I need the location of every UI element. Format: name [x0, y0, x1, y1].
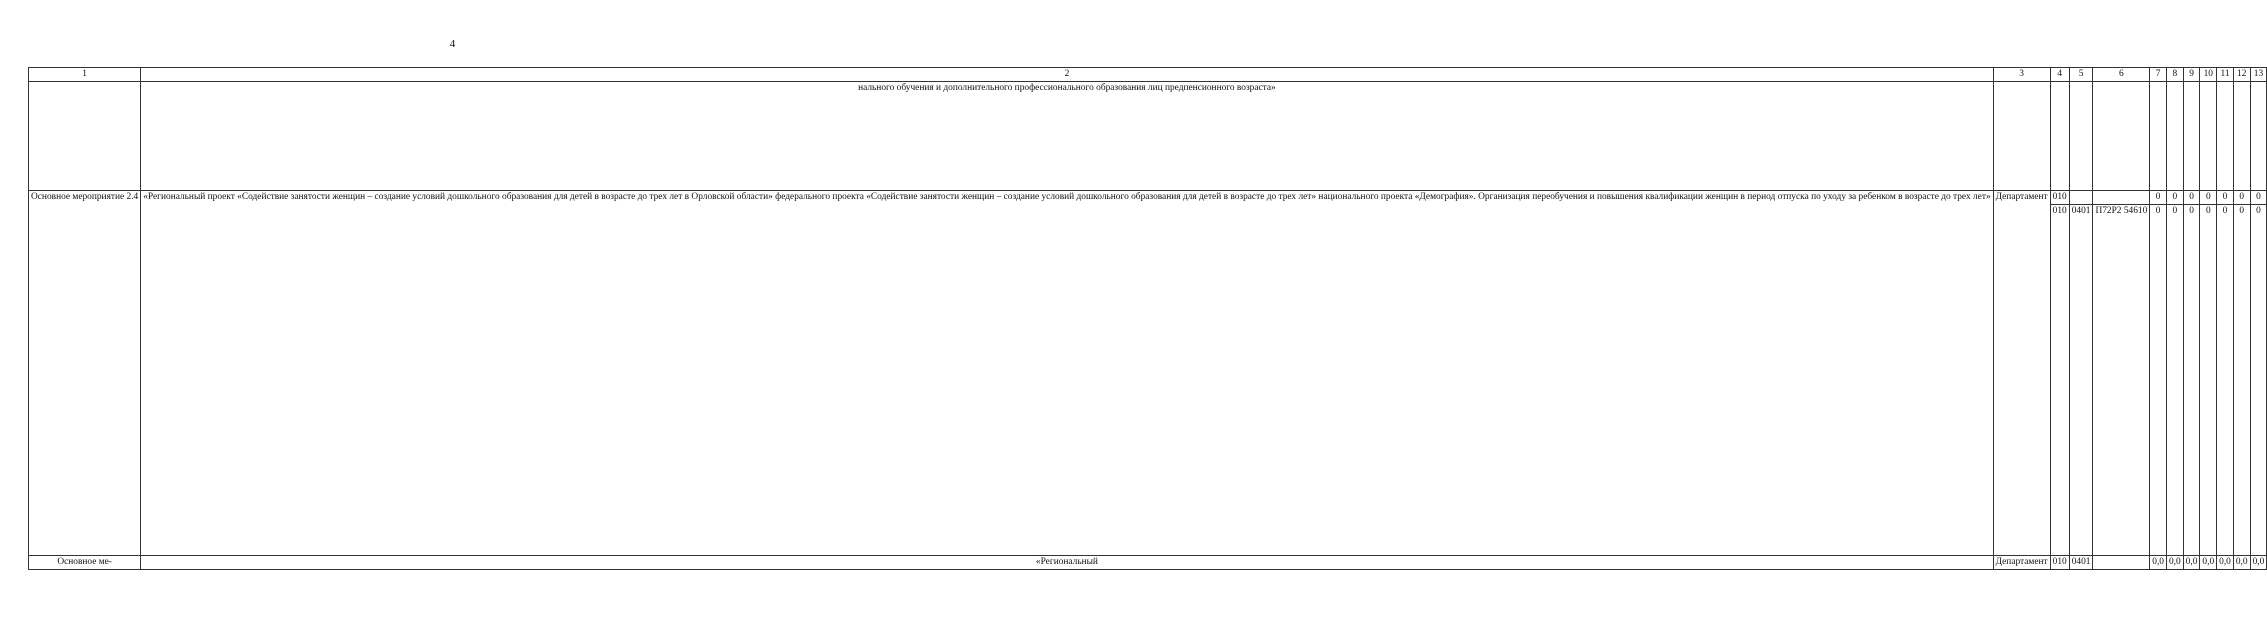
value-cell: 0	[2250, 191, 2267, 205]
value-cell: 0,0	[2250, 556, 2267, 570]
budget-table	[28, 67, 2267, 570]
column-header: 8	[2166, 68, 2183, 82]
value-cell: 0	[2233, 191, 2250, 205]
event-name-cell: «Региональный проект «Содействие занятости женщин – создание условий дошкольного образования для детей в возрасте до трех лет в Орловской области» федерального проекта «Содействие занятости женщин – создание условий дошкольного образования для детей в возрасте до трех лет» национального проекта «Демография». Организация переобучения и повышения квалификации женщин в период отпуска по уходу за ребенком в возрасте до трех лет»	[141, 191, 1993, 556]
value-cell: 0,0	[2183, 556, 2200, 570]
value-cell: 0	[2200, 205, 2217, 556]
value-cell: 0	[2200, 191, 2217, 205]
column-header-row	[29, 68, 2267, 82]
column-header: 5	[2069, 68, 2093, 82]
section-code-cell: 0401	[2069, 205, 2093, 556]
page-number: 4	[449, 38, 456, 50]
value-cell: 0	[2183, 205, 2200, 556]
column-header: 10	[2200, 68, 2217, 82]
value-cell: 0	[2150, 205, 2167, 556]
grbs-code-cell: 010	[2050, 205, 2069, 556]
column-header: 1	[29, 68, 141, 82]
table-row	[29, 556, 2267, 570]
event-number-cell: Основное ме-	[29, 556, 141, 570]
value-cell: 0	[2183, 191, 2200, 205]
value-cell: 0	[2250, 205, 2267, 556]
value-cell: 0	[2166, 205, 2183, 556]
target-code-cell: П72Р2 54610	[2093, 205, 2150, 556]
value-cell: 0,0	[2150, 556, 2167, 570]
column-header: 3	[1993, 68, 2050, 82]
value-cell: 0	[2166, 191, 2183, 205]
executor-cell: Департамент	[1993, 556, 2050, 570]
value-cell: 0,0	[2217, 556, 2234, 570]
column-header: 12	[2233, 68, 2250, 82]
value-cell: 0,0	[2200, 556, 2217, 570]
column-header: 4	[2050, 68, 2069, 82]
grbs-code-cell: 010	[2050, 191, 2069, 205]
event-number-cell: Основное мероприятие 2.4	[29, 191, 141, 556]
executor-cell: Департамент	[1993, 191, 2050, 556]
value-cell: 0,0	[2233, 556, 2250, 570]
value-cell: 0	[2217, 205, 2234, 556]
column-header: 6	[2093, 68, 2150, 82]
table-row	[29, 82, 2267, 191]
value-cell: 0	[2233, 205, 2250, 556]
grbs-code-cell: 010	[2050, 556, 2069, 570]
value-cell: 0	[2217, 191, 2234, 205]
column-header: 2	[141, 68, 1993, 82]
event-name-cell: «Региональный	[141, 556, 1993, 570]
column-header: 9	[2183, 68, 2200, 82]
column-header: 7	[2150, 68, 2167, 82]
table-row	[29, 191, 2267, 205]
event-name-cell: нального обучения и дополнительного профессионального образования лиц предпенсионного возраста»	[141, 82, 1993, 191]
column-header: 11	[2217, 68, 2234, 82]
column-header: 13	[2250, 68, 2267, 82]
value-cell: 0,0	[2166, 556, 2183, 570]
section-code-cell: 0401	[2069, 556, 2093, 570]
value-cell: 0	[2150, 191, 2167, 205]
